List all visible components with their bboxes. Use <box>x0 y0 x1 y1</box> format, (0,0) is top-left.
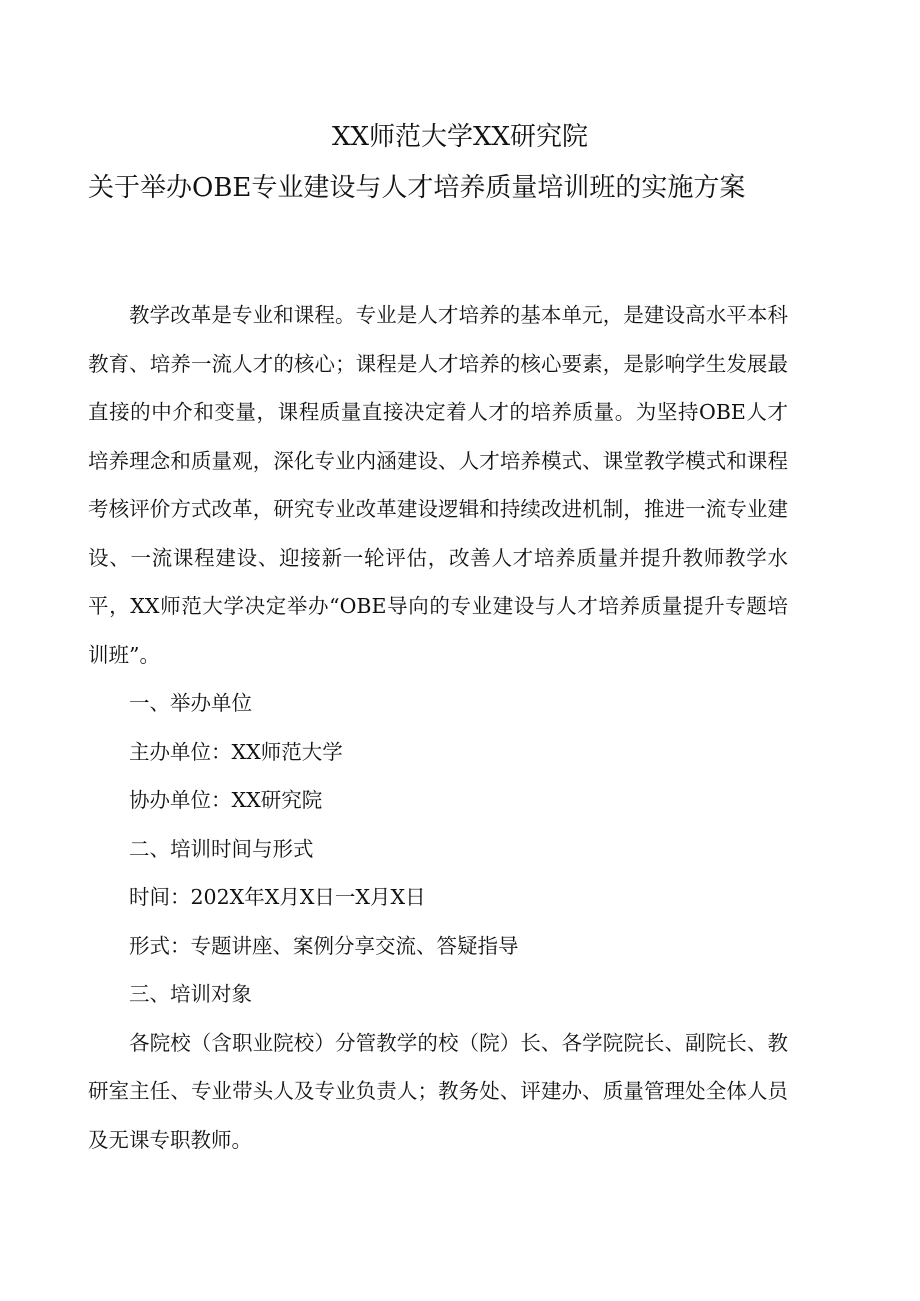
section-heading-time-format: 二、培训时间与形式 <box>129 836 314 861</box>
format-line: 形式：专题讲座、案例分享交流、答疑指导 <box>129 933 519 958</box>
co-host-unit-line: 协办单位：XX研究院 <box>129 788 323 812</box>
host-unit-line: 主办单位：XX师范大学 <box>129 739 343 764</box>
audience-paragraph: 各院校（含职业院校）分管教学的校（院）长、各学院院长、副院长、教研室主任、专业带头人及专业负责人；教务处、评建办、质量管理处全体人员及无课专职教师。 <box>88 1030 788 1152</box>
document-subtitle: 关于举办OBE专业建设与人才培养质量培训班的实施方案 <box>88 173 746 203</box>
section-heading-organizers: 一、举办单位 <box>129 691 252 715</box>
document-body <box>88 291 788 1164</box>
intro-paragraph: 教学改革是专业和课程。专业是人才培养的基本单元，是建设高水平本科教育、培养一流人才的核心；课程是人才培养的核心要素，是影响学生发展最直接的中介和变量，课程质量直接决定着人才的培养质量。为坚持OBE人才培养理念和质量观，深化专业内涵建设、人才培养模式、课堂教学模式和课程考核评价方式改革，研究专业改革建设逻辑和持续改进机制，推进一流专业建设、一流课程建设、迎接新一轮评估，改善人才培养质量并提升教师教学水平，XX师范大学决定举办“OBE导向的专业建设与人才培养质量提升专题培训班”。 <box>88 303 788 667</box>
time-line: 时间：202X年X月X日一X月X日 <box>129 885 426 909</box>
document-title: XX师范大学XX研究院 <box>331 122 589 152</box>
section-heading-audience: 三、培训对象 <box>129 982 252 1006</box>
